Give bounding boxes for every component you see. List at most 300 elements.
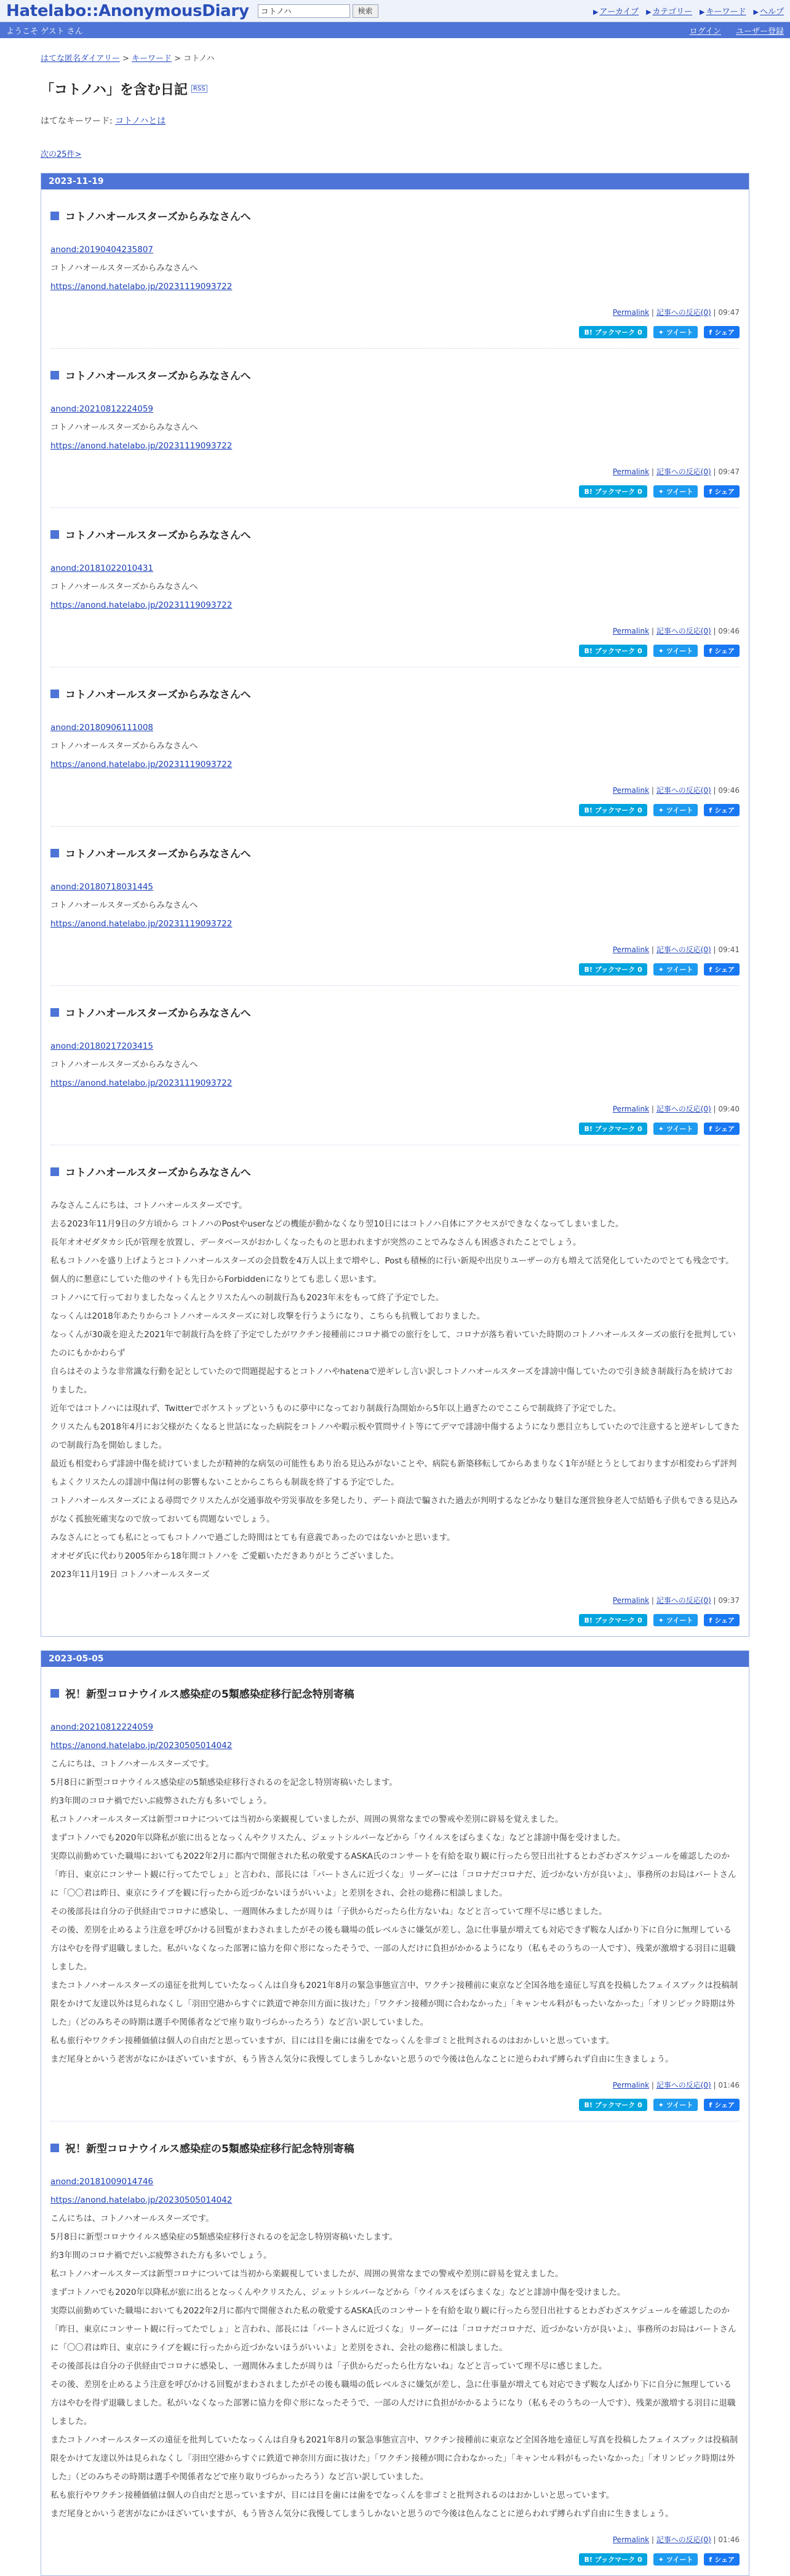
entry-line: コトノハにて行っておりましたなっくんとクリスたんへの制裁行為も2023年末をもって終了予定でした。	[50, 1293, 444, 1303]
breadcrumb-keyword[interactable]: キーワード	[132, 54, 172, 63]
top-header	[0, 0, 790, 22]
entry-title[interactable]	[50, 845, 740, 861]
entry-line: 5月8日に新型コロナウイルス感染症の5類感染症移行されるのを記念し特別寄稿いたします。	[50, 2232, 397, 2242]
tweet-button[interactable]	[653, 1614, 698, 1626]
anond-ref-link[interactable]: anond:20181022010431	[50, 563, 154, 573]
entry-line: 「昨日、東京にコンサート観に行ってたでしょ」と言われ、部長には「パートさんに近づくな」リーダーには「コロナだコロナだ、近づかない方が良いよ」、事務所のお局はパートさんに「〇〇君は昨日、東京にライブを観に行ったから近づかないほうがいいよ」と差別をされ、会社の総務に相談しました。	[50, 2324, 736, 2353]
facebook-icon: f	[709, 1124, 712, 1133]
arrow-icon: ▶	[593, 8, 599, 16]
entry-time: 09:41	[718, 945, 740, 954]
entry-title-text[interactable]: コトノハオールスターズからみなさんへ	[65, 370, 251, 383]
bird-icon: ✦	[658, 806, 664, 814]
hatena-bookmark-button-label: ブックマーク	[594, 2101, 636, 2109]
breadcrumb-home[interactable]: はてな匿名ダイアリー	[41, 54, 120, 63]
bird-icon: ✦	[658, 1616, 664, 1624]
breadcrumb-current: コトノハ	[183, 54, 215, 63]
entry-line: 個人的に懇意にしていた他のサイトも先日からForbiddenになりとても悲しく思います。	[50, 1274, 381, 1284]
tweet-button-label: ツイート	[666, 1125, 693, 1133]
hatena-bookmark-icon: B!	[584, 2101, 592, 2109]
entry-body	[50, 1718, 740, 2069]
share-buttons	[50, 485, 740, 498]
diary-entry	[50, 349, 740, 508]
facebook-share-button[interactable]	[704, 963, 740, 976]
entry-line: みなさんにとっても私にとってもコトノハで過ごした時間はとても有意義であったのではないかと思います。	[50, 1533, 455, 1543]
permalink-link[interactable]: Permalink	[612, 786, 650, 795]
entry-line: 自らはそのような非常識な行動を記としていたので問題提起するとコトノハやhatenaで逆ギレし言い訳しコトノハオールスターズを誹謗中傷していたので引き続き制裁行為を続けておりました。	[50, 1367, 733, 1395]
entry-line	[50, 1074, 740, 1092]
entry-line: コトノハオールスターズからみなさんへ	[50, 1060, 198, 1070]
footer-sep: |	[649, 786, 656, 795]
hatena-bookmark-icon: B!	[584, 487, 592, 496]
entry-line: クリスたんも2018年4月にお父様がたくなると世話になった病院をコトノハや暇示板や質問サイト等にてデマで誹謗中傷するようになり悪目立ちしていたので注意すると逆ギレしてきたので制裁行為を開始しました。	[50, 1422, 740, 1450]
facebook-icon: f	[709, 2101, 712, 2109]
hatena-bookmark-icon: B!	[584, 2555, 592, 2564]
anond-ref-link[interactable]: anond:20190404235807	[50, 245, 154, 255]
nav-item-archive[interactable]: ▶ アーカイブ	[593, 7, 639, 17]
hatena-bookmark-button-label: ブックマーク	[594, 2556, 636, 2564]
entry-line: まずコトノハでも2020年以降私が旅に出るとなっくんやクリスたん、ジェットシルバーなどから「ウイルスをばらまくな」などと誹謗中傷を受けました。	[50, 2288, 626, 2297]
facebook-share-button[interactable]	[704, 1123, 740, 1135]
pagination	[41, 148, 749, 159]
anond-ref-link[interactable]: anond:20210812224059	[50, 1722, 154, 1732]
entry-line: 私も旅行やワクチン接種価値は個人の自由だと思っていますが、目には目を歯には歯をでなっくんを非ゴミと批判されるのはおかしいと思っています。	[50, 2491, 615, 2500]
entry-line: 私も旅行やワクチン接種価値は個人の自由だと思っていますが、目には目を歯には歯をでなっくんを非ゴミと批判されるのはおかしいと思っています。	[50, 2036, 615, 2046]
facebook-icon: f	[709, 965, 712, 974]
entry-url-link[interactable]: https://anond.hatelabo.jp/20231119093722	[50, 1078, 233, 1088]
tweet-button-label: ツイート	[666, 806, 693, 814]
entry-line: 5月8日に新型コロナウイルス感染症の5類感染症移行されるのを記念し特別寄稿いたします。	[50, 1778, 397, 1787]
entry-bullet-icon	[50, 2144, 59, 2152]
welcome-text: ようこそ ゲスト さん	[6, 26, 83, 36]
hatena-bookmark-button-label: ブックマーク	[594, 966, 636, 974]
search-button[interactable]: 検索	[353, 4, 378, 18]
facebook-share-button[interactable]	[704, 485, 740, 498]
hatena-bookmark-button-label: ブックマーク	[594, 1616, 636, 1624]
main-content	[0, 52, 790, 2576]
entry-title-text[interactable]: コトノハオールスターズからみなさんへ	[65, 848, 251, 861]
entry-line: なっくんが30歳を迎えた2021年で制裁行為を終了予定でしたがワクチン接種前にコロナ禍での旅行をして、コロナが落ち着いていた時期のコトノハオールスターズの旅行を批判していたのにもかかわらず	[50, 1330, 736, 1358]
facebook-icon: f	[709, 328, 712, 336]
day-date[interactable]: 2023-11-19	[41, 173, 749, 189]
facebook-share-button-label: シェア	[714, 966, 735, 974]
entry-line: まだ尾身とかいう老害がなにかほざいていますが、もう皆さん気分に我慢してしまうしかないと思うので今後は色んなことに逆らわれず縛られず自由に生きましょう。	[50, 2054, 674, 2064]
user-bar	[0, 22, 790, 38]
diary-entry	[50, 2121, 740, 2575]
entry-title-text[interactable]: コトノハオールスターズからみなさんへ	[65, 530, 251, 542]
facebook-share-button[interactable]	[704, 2099, 740, 2111]
facebook-share-button-label: シェア	[714, 647, 735, 655]
facebook-share-button[interactable]	[704, 1614, 740, 1626]
facebook-share-button-label: シェア	[714, 1616, 735, 1624]
reactions-link[interactable]: 記事への反応(0)	[656, 2081, 711, 2089]
entry-title-text[interactable]: コトノハオールスターズからみなさんへ	[65, 211, 251, 223]
entry-footer	[50, 466, 740, 477]
share-buttons	[50, 963, 740, 976]
footer-sep: |	[649, 467, 656, 476]
footer-sep: |	[711, 786, 719, 795]
diary-entry	[50, 667, 740, 827]
entry-title-text[interactable]: コトノハオールスターズからみなさんへ	[65, 1167, 251, 1179]
entry-line: コトノハオールスターズからみなさんへ	[50, 900, 198, 910]
permalink-link[interactable]: Permalink	[612, 467, 650, 476]
hatena-bookmark-button[interactable]	[579, 485, 647, 498]
diary-entry	[50, 1145, 740, 1636]
entry-line: 実際以前勤めていた職場においても2022年2月に都内で開催された私の敬愛するASKA氏のコンサートを有給を取り観に行ったら翌日出社するとわざわざスケジュールを確認したのか	[50, 2306, 730, 2316]
hatena-bookmark-button-label: ブックマーク	[594, 488, 636, 496]
entry-url-link[interactable]: https://anond.hatelabo.jp/20231119093722	[50, 760, 233, 769]
diary-entry	[50, 189, 740, 349]
keyword-line	[41, 114, 749, 127]
bird-icon: ✦	[658, 328, 664, 336]
search-input[interactable]	[258, 4, 350, 18]
login-link[interactable]: ログイン	[689, 26, 721, 36]
entry-footer	[50, 785, 740, 795]
day-entries	[41, 189, 749, 1636]
permalink-link[interactable]: Permalink	[612, 627, 650, 635]
facebook-share-button-label: シェア	[714, 1125, 735, 1133]
hatena-bookmark-icon: B!	[584, 1616, 592, 1624]
entry-url-link[interactable]: https://anond.hatelabo.jp/20231119093722	[50, 600, 233, 610]
tweet-button[interactable]	[653, 645, 698, 657]
arrow-icon: ▶	[753, 8, 759, 16]
entry-bullet-icon	[50, 849, 59, 857]
footer-sep: |	[711, 1105, 719, 1113]
footer-sep: |	[711, 308, 719, 317]
reactions-link[interactable]: 記事への反応(0)	[656, 308, 711, 317]
page-title	[41, 79, 749, 98]
entry-footer	[50, 626, 740, 636]
facebook-icon: f	[709, 646, 712, 655]
entry-line	[50, 718, 740, 737]
footer-sep: |	[649, 1596, 656, 1605]
tweet-button[interactable]	[653, 1123, 698, 1135]
entry-title[interactable]	[50, 686, 740, 701]
entry-line: 約3年間のコロナ禍でだいぶ疲弊された方も多いでしょう。	[50, 1796, 272, 1806]
entry-title[interactable]	[50, 1164, 740, 1179]
entry-time: 09:47	[718, 467, 740, 476]
reactions-link[interactable]: 記事への反応(0)	[656, 467, 711, 476]
account-links	[690, 25, 784, 36]
entry-line: その後部長は自分の子供経由でコロナに感染し、一週間休みましたが周りは「子供からだったら仕方ないね」などと言っていて理不尽に感じました。	[50, 1907, 607, 1917]
share-buttons	[50, 645, 740, 657]
entry-time: 01:46	[718, 2535, 740, 2544]
permalink-link[interactable]: Permalink	[612, 1596, 650, 1605]
reactions-link[interactable]: 記事への反応(0)	[656, 786, 711, 795]
entry-line: またコトノハオールスターズの遠征を批判していたなっくんは自身も2021年8月の緊急事態宣言中、ワクチン接種前に東京など全国各地を遠征し写真を投稿したフェイスブックは投稿制限をかけて友達以外は見られなくし「羽田空港からすぐに鉄道で神奈川方面に抜けた」「ワクチン接種が間に合わなかった」「キャンセル料がもったいなかった」「オリンピック時期は外した」（どのみちその時期は選手や関係者などで座り取りづらかったろう）など言い訳していました。	[50, 1981, 738, 2027]
entry-time: 09:37	[718, 1596, 740, 1605]
permalink-link[interactable]: Permalink	[612, 945, 650, 954]
entry-title[interactable]	[50, 2140, 740, 2155]
bird-icon: ✦	[658, 1124, 664, 1133]
bird-icon: ✦	[658, 646, 664, 655]
tweet-button-label: ツイート	[666, 488, 693, 496]
entry-line	[50, 2191, 740, 2209]
entry-footer	[50, 2534, 740, 2545]
entry-body	[50, 400, 740, 455]
entry-line: まずコトノハでも2020年以降私が旅に出るとなっくんやクリスたん、ジェットシルバーなどから「ウイルスをばらまくな」などと誹謗中傷を受けました。	[50, 1833, 626, 1843]
keyword-label: はてなキーワード:	[41, 116, 116, 126]
share-buttons	[50, 2553, 740, 2566]
entry-footer	[50, 1595, 740, 1605]
tweet-button-label: ツイート	[666, 966, 693, 974]
keyword-link[interactable]: コトノハとは	[115, 116, 166, 126]
reactions-link[interactable]: 記事への反応(0)	[656, 2535, 711, 2544]
footer-sep: |	[649, 945, 656, 954]
count-placeholder: 0	[637, 965, 642, 974]
anond-ref-link[interactable]: anond:20181009014746	[50, 2177, 154, 2187]
entry-bullet-icon	[50, 530, 59, 539]
rss-icon[interactable]: RSS	[191, 85, 207, 93]
footer-sep: |	[711, 1596, 719, 1605]
hatena-bookmark-button[interactable]	[579, 1123, 647, 1135]
count-placeholder: 0	[637, 2101, 642, 2109]
entry-title[interactable]	[50, 527, 740, 542]
hatena-bookmark-button[interactable]	[579, 2099, 647, 2111]
entry-line	[50, 2173, 740, 2191]
facebook-icon: f	[709, 487, 712, 496]
reactions-link[interactable]: 記事への反応(0)	[656, 945, 711, 954]
tweet-button[interactable]	[653, 485, 698, 498]
entry-line	[50, 1718, 740, 1736]
reactions-link[interactable]: 記事への反応(0)	[656, 627, 711, 635]
entry-line: こんにちは、コトノハオールスターズです。	[50, 1759, 214, 1769]
nav-item-help[interactable]: ▶ ヘルプ	[753, 7, 784, 17]
entry-line: コトノハオールスターズからみなさんへ	[50, 423, 198, 432]
facebook-share-button[interactable]	[704, 804, 740, 816]
entry-time: 01:46	[718, 2081, 740, 2089]
share-buttons	[50, 804, 740, 816]
entry-line	[50, 1037, 740, 1055]
reactions-link[interactable]: 記事への反応(0)	[656, 1596, 711, 1605]
entry-body	[50, 559, 740, 614]
entry-line: 「昨日、東京にコンサート観に行ってたでしょ」と言われ、部長には「パートさんに近づくな」リーダーには「コロナだコロナだ、近づかない方が良いよ」、事務所のお局はパートさんに「〇〇君は昨日、東京にライブを観に行ったから近づかないほうがいいよ」と差別をされ、会社の総務に相談しました。	[50, 1870, 736, 1898]
tweet-button[interactable]	[653, 804, 698, 816]
entry-body	[50, 241, 740, 296]
facebook-share-button-label: シェア	[714, 2556, 735, 2564]
entry-line	[50, 241, 740, 259]
entry-line: 最近も相変わらず誹謗中傷を続けていましたが精神的な病気の可能性もあり治る見込みがないことや、病院も新築移転してからあまりなく1年が経とうとしておりますが相変わらず評判もよくクリスたんの誹謗中傷は何の影響もないことからこちらも制裁を終了する予定でした。	[50, 1459, 737, 1487]
register-link[interactable]: ユーザー登録	[735, 26, 784, 36]
share-buttons	[50, 1123, 740, 1135]
entry-title-text[interactable]: コトノハオールスターズからみなさんへ	[65, 689, 251, 701]
day-section	[41, 173, 749, 1637]
tweet-button[interactable]	[653, 963, 698, 976]
tweet-button-label: ツイート	[666, 2101, 693, 2109]
footer-sep: |	[649, 1105, 656, 1113]
entry-line	[50, 915, 740, 933]
entry-body	[50, 1037, 740, 1092]
tweet-button[interactable]	[653, 2099, 698, 2111]
footer-sep: |	[711, 945, 719, 954]
entry-line: コトノハオールスターズによる尋問でクリスたんが交通事故や労災事故を多発したり、デート商法で騙された過去が判明するなどかなり魅目な運営独身老人で結婚も子供もできる見込みがなく孤独死確実なので放っておいても問題ないでしょう。	[50, 1496, 738, 1524]
entry-line: コトノハオールスターズからみなさんへ	[50, 582, 198, 592]
entry-title[interactable]	[50, 208, 740, 223]
share-buttons	[50, 326, 740, 338]
hatena-bookmark-button[interactable]	[579, 963, 647, 976]
footer-sep: |	[649, 2081, 656, 2089]
anond-ref-link[interactable]: anond:20180217203415	[50, 1041, 154, 1051]
hatena-bookmark-icon: B!	[584, 328, 592, 336]
entry-body	[50, 1196, 740, 1584]
entry-body	[50, 718, 740, 774]
entry-line: 長年オオゼダタカシ氏が管理を放置し、データベースがおかしくなったものと思われますが突然のことでみなさんも困惑されたことでしょう。	[50, 1238, 581, 1247]
permalink-link[interactable]: Permalink	[612, 2535, 650, 2544]
entry-line	[50, 755, 740, 774]
permalink-link[interactable]: Permalink	[612, 2081, 650, 2089]
entry-title[interactable]	[50, 367, 740, 383]
entry-footer	[50, 307, 740, 317]
day-list	[41, 173, 749, 2576]
entry-line: なっくんは2018年あたりからコトノハオールスターズに対し攻撃を行うようになり、こちらも抗戦しておりました。	[50, 1311, 485, 1321]
entry-line	[50, 596, 740, 614]
entry-line: みなさんこんにちは、コトノハオールスターズです。	[50, 1201, 247, 1210]
entry-title-text[interactable]: コトノハオールスターズからみなさんへ	[65, 1008, 251, 1020]
count-placeholder: 0	[637, 806, 642, 814]
entry-bullet-icon	[50, 1167, 59, 1176]
entry-time: 09:46	[718, 786, 740, 795]
entry-title[interactable]	[50, 1685, 740, 1701]
entry-time: 09:46	[718, 627, 740, 635]
entry-body	[50, 2173, 740, 2523]
nav-item-category[interactable]: ▶ カテゴリー	[646, 7, 693, 17]
hatena-bookmark-button[interactable]	[579, 804, 647, 816]
entry-time: 09:47	[718, 308, 740, 317]
day-entries	[41, 1667, 749, 2575]
footer-sep: |	[649, 2535, 656, 2544]
footer-sep: |	[711, 467, 719, 476]
entry-line: 私コトノハオールスターズは新型コロナについては当初から楽観視していましたが、周囲の異常なまでの警戒や差別に辟易を覚えました。	[50, 2269, 564, 2279]
count-placeholder: 0	[637, 1124, 642, 1133]
nav-item-keyword[interactable]: ▶ キーワード	[700, 7, 746, 17]
hatena-bookmark-button-label: ブックマーク	[594, 1125, 636, 1133]
entry-line: コトノハオールスターズからみなさんへ	[50, 263, 198, 273]
diary-entry	[50, 827, 740, 986]
entry-line	[50, 437, 740, 455]
entry-url-link[interactable]: https://anond.hatelabo.jp/20230505014042	[50, 1741, 233, 1751]
facebook-icon: f	[709, 1616, 712, 1624]
entry-line: こんにちは、コトノハオールスターズです。	[50, 2214, 214, 2224]
entry-line: 私コトノハオールスターズは新型コロナについては当初から楽観視していましたが、周囲の異常なまでの警戒や差別に辟易を覚えました。	[50, 1815, 564, 1824]
reactions-link[interactable]: 記事への反応(0)	[656, 1105, 711, 1113]
entry-line: 私もコトノハを盛り上げようとコトノハオールスターズの会員数を4万人以上まで増やし、Postも積極的に行い新規や出戻りユーザーの方も増えて活発化していたのでとても残念です。	[50, 1256, 734, 1266]
count-placeholder: 0	[637, 646, 642, 655]
diary-entry	[50, 508, 740, 667]
entry-line	[50, 1736, 740, 1755]
share-buttons	[50, 1614, 740, 1626]
footer-sep: |	[649, 308, 656, 317]
facebook-share-button-label: シェア	[714, 488, 735, 496]
tweet-button-label: ツイート	[666, 2556, 693, 2564]
breadcrumb-sep: >	[119, 54, 132, 63]
entry-bullet-icon	[50, 690, 59, 698]
entry-url-link[interactable]: https://anond.hatelabo.jp/20231119093722	[50, 919, 233, 929]
entry-bullet-icon	[50, 1008, 59, 1017]
arrow-icon: ▶	[646, 8, 652, 16]
entry-line: コトノハオールスターズからみなさんへ	[50, 741, 198, 751]
entry-time: 09:40	[718, 1105, 740, 1113]
entry-footer	[50, 944, 740, 955]
anond-ref-link[interactable]: anond:20180718031445	[50, 882, 154, 892]
facebook-share-button[interactable]	[704, 2553, 740, 2566]
entry-line: またコトノハオールスターズの遠征を批判していたなっくんは自身も2021年8月の緊急事態宣言中、ワクチン接種前に東京など全国各地を遠征し写真を投稿したフェイスブックは投稿制限をかけて友達以外は見られなくし「羽田空港からすぐに鉄道で神奈川方面に抜けた」「ワクチン接種が間に合わなかった」「キャンセル料がもったいなかった」「オリンピック時期は外した」（どのみちその時期は選手や関係者などで座り取りづらかったろう）など言い訳していました。	[50, 2435, 738, 2482]
entry-bullet-icon	[50, 1689, 59, 1698]
entry-line: その後、差別を止めるよう注意を呼びかける回覧がまわされましたがその後も職場の低レベルさに嫌気が差し、急に仕事量が増えても対応できず鞍な人ばかり下に自分に無理している方はやむを得ず退職しました。私がいなくなった部署に協力を仰ぐ形になったそうで、一部の人だけに負担がかかるようになり（私もそのうちの一人です）、残業が激増する羽目に退職しました。	[50, 2380, 736, 2427]
diary-entry	[50, 986, 740, 1145]
entry-line: 去る2023年11月9日の夕方頃から コトノハのPostやuserなどの機能が動かなくなり翌10日にはコトノハ自体にアクセスができなくなってしまいました。	[50, 1219, 624, 1229]
hatena-bookmark-button[interactable]	[579, 326, 647, 338]
entry-line	[50, 559, 740, 578]
entry-line: まだ尾身とかいう老害がなにかほざいていますが、もう皆さん気分に我慢してしまうしかないと思うので今後は色んなことに逆らわれず縛られず自由に生きましょう。	[50, 2509, 674, 2519]
entry-line	[50, 878, 740, 896]
site-logo[interactable]: Hatelabo::AnonymousDiary	[6, 1, 249, 20]
entry-title[interactable]	[50, 1004, 740, 1020]
entry-line	[50, 400, 740, 418]
facebook-share-button[interactable]	[704, 326, 740, 338]
facebook-share-button-label: シェア	[714, 806, 735, 814]
count-placeholder: 0	[637, 1616, 642, 1624]
share-buttons	[50, 2099, 740, 2111]
entry-url-link[interactable]: https://anond.hatelabo.jp/20230505014042	[50, 2195, 233, 2205]
tweet-button-label: ツイート	[666, 328, 693, 336]
permalink-link[interactable]: Permalink	[612, 1105, 650, 1113]
arrow-icon: ▶	[700, 8, 705, 16]
bird-icon: ✦	[658, 487, 664, 496]
tweet-button[interactable]	[653, 326, 698, 338]
entry-footer	[50, 1103, 740, 1114]
entry-footer	[50, 2080, 740, 2090]
facebook-icon: f	[709, 2555, 712, 2564]
bird-icon: ✦	[658, 965, 664, 974]
tweet-button-label: ツイート	[666, 647, 693, 655]
entry-line: その後、差別を止めるよう注意を呼びかける回覧がまわされましたがその後も職場の低レベルさに嫌気が差し、急に仕事量が増えても対応できず鞍な人ばかり下に自分に無理している方はやむを得ず退職しました。私がいなくなった部署に協力を仰ぐ形になったそうで、一部の人だけに負担がかかるようになり（私もそのうちの一人です）、残業が激増する羽目に退職しました。	[50, 1925, 736, 1972]
breadcrumb-sep: >	[172, 54, 184, 63]
breadcrumb	[41, 52, 749, 63]
entry-line: オオゼダ氏に代わり2005年から18年間コトノハを ご愛顧いただきありがとうございました。	[50, 1551, 399, 1561]
entry-url-link[interactable]: https://anond.hatelabo.jp/20231119093722	[50, 282, 233, 292]
anond-ref-link[interactable]: anond:20210812224059	[50, 404, 154, 414]
entry-url-link[interactable]: https://anond.hatelabo.jp/20231119093722	[50, 441, 233, 451]
footer-sep: |	[711, 2081, 719, 2089]
entry-line: 実際以前勤めていた職場においても2022年2月に都内で開催された私の敬愛するASKA氏のコンサートを有給を取り観に行ったら翌日出社するとわざわざスケジュールを確認したのか	[50, 1851, 730, 1861]
day-date[interactable]: 2023-05-05	[41, 1651, 749, 1667]
entry-line: 2023年11月19日 コトノハオールスターズ	[50, 1570, 210, 1580]
permalink-link[interactable]: Permalink	[612, 308, 650, 317]
hatena-bookmark-icon: B!	[584, 646, 592, 655]
entry-title-text[interactable]: 祝！新型コロナウイルス感染症の5類感染症移行記念特別寄稿	[65, 2143, 354, 2155]
footer-sep: |	[711, 2535, 719, 2544]
footer-sep: |	[649, 627, 656, 635]
tweet-button[interactable]	[653, 2553, 698, 2566]
tweet-button-label: ツイート	[666, 1616, 693, 1624]
entry-bullet-icon	[50, 371, 59, 380]
next-page-link[interactable]: 次の25件>	[41, 150, 82, 159]
hatena-bookmark-button[interactable]	[579, 2553, 647, 2566]
entry-line: 約3年間のコロナ禍でだいぶ疲弊された方も多いでしょう。	[50, 2251, 272, 2260]
count-placeholder: 0	[637, 2555, 642, 2564]
hatena-bookmark-button[interactable]	[579, 1614, 647, 1626]
count-placeholder: 0	[637, 487, 642, 496]
day-section	[41, 1650, 749, 2576]
hatena-bookmark-button[interactable]	[579, 645, 647, 657]
entry-title-text[interactable]: 祝！新型コロナウイルス感染症の5類感染症移行記念特別寄稿	[65, 1688, 354, 1701]
facebook-share-button[interactable]	[704, 645, 740, 657]
entry-line: 近年ではコトノハには現れず、Twitterでボケストップというものに夢中になっており制裁行為開始から5年以上過ぎたのでここらで制裁終了予定でした。	[50, 1404, 621, 1413]
entry-line	[50, 277, 740, 296]
anond-ref-link[interactable]: anond:20180906111008	[50, 723, 154, 733]
hatena-bookmark-button-label: ブックマーク	[594, 806, 636, 814]
facebook-icon: f	[709, 806, 712, 814]
diary-entry	[50, 1667, 740, 2121]
